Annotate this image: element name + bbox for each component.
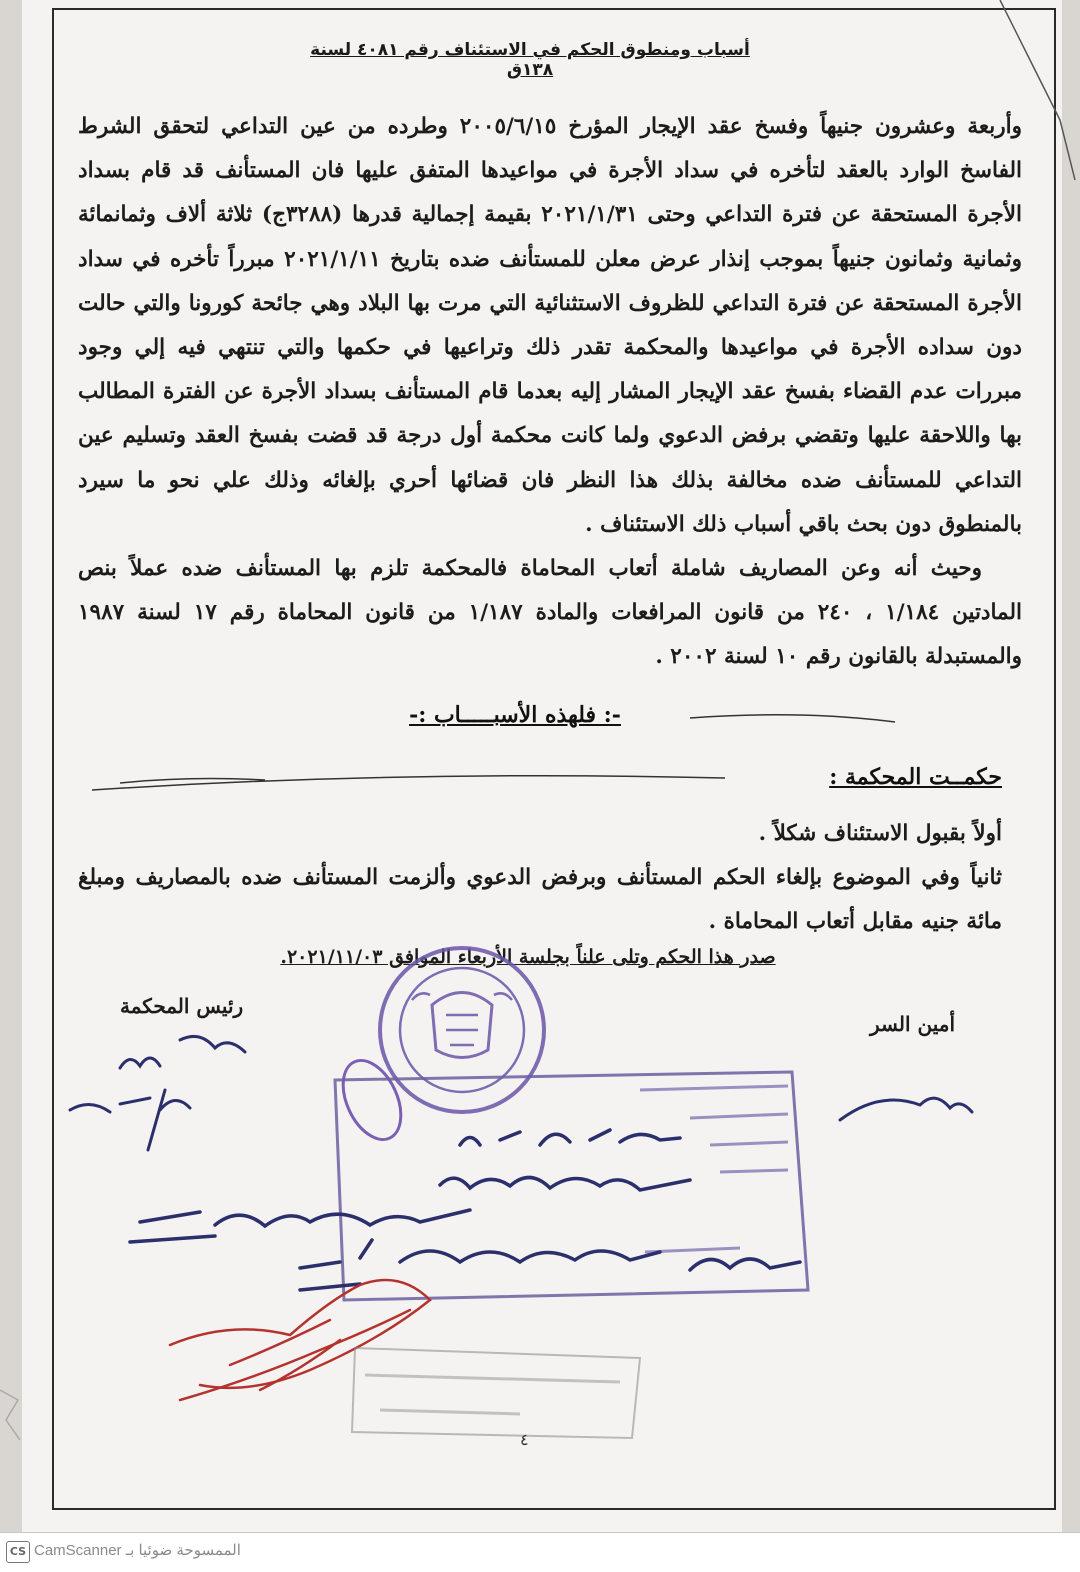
verdict-first: أولاً بقبول الاستئناف شكلاً . bbox=[758, 821, 1002, 846]
secretary-signature bbox=[840, 1098, 972, 1120]
camscanner-logo-icon: CS bbox=[6, 1541, 30, 1563]
paper-fold-line bbox=[1000, 0, 1075, 180]
reasons-heading: -: فلهذه الأسبـــــاب :- bbox=[409, 702, 621, 728]
decorative-underline-left bbox=[92, 776, 725, 790]
copy-stamp bbox=[335, 1072, 808, 1300]
reasoning-paragraph: وأربعة وعشرون جنيهاً وفسخ عقد الإيجار المؤرخ ٢٠٠٥/٦/١٥ وطرده من عين التداعي لتحقق الشرط الفاسخ الوارد بالعقد لتأخره في سداد الأجرة في مواعيدها المتفق عليها فان المستأنف قد قام بسداد الأجرة المستحقة عن فترة التداعي وحتى ٢٠٢١/١/٣١ بقيمة إجمالية قدرها (٣٢٨٨ج) ثلاثة ألاف وثمانمائة وثمانية وثمانون جنيهاً بموجب إنذار عرض معلن للمستأنف ضده بتاريخ ٢٠٢١/١/١١ مبرراً تأخره في سداد الأجرة المستحقة عن فترة التداعي للظروف الاستثنائية التي مرت بها البلاد وهي جائحة كورونا والتي حالت دون سداده الأجرة في مواعيدها والمحكمة تقدر ذلك وتراعيها في حكمها والتي تنتهي فيه إلي وجود مبررات عدم القضاء بفسخ عقد الإيجار المشار إليه بعدما قام المستأنف بسداد الأجرة عن الفترة المطالب بها واللاحقة عليها وتقضي برفض الدعوي ولما كانت محكمة أول درجة قد قضت بفسخ العقد وتسليم عين التداعي للمستأنف ضده مخالفة بذلك هذا النظر فان قضائها أحري بإلغائه وذلك علي نحو ما سيرد بالمنطوق دون بحث باقي أسباب ذلك الاستئناف . bbox=[78, 114, 1022, 537]
court-president-label: رئيس المحكمة bbox=[120, 994, 244, 1018]
handwritten-stamp-entries bbox=[130, 1130, 800, 1290]
faded-stamp bbox=[352, 1348, 640, 1438]
scanner-caption: الممسوحة ضوئيا بـ CamScanner bbox=[34, 1542, 241, 1559]
court-ruled-heading: حكمــت المحكمة : bbox=[829, 764, 1002, 790]
stamp-fragment bbox=[332, 1051, 413, 1148]
edge-mark bbox=[0, 1390, 20, 1440]
official-seal bbox=[380, 948, 544, 1112]
president-signature bbox=[70, 1036, 245, 1150]
secretary-label: أمين السر bbox=[870, 1012, 956, 1036]
decorative-underline-right bbox=[690, 715, 895, 722]
verdict-second: ثانياً وفي الموضوع بإلغاء الحكم المستأنف وبرفض الدعوي وألزمت المستأنف ضده بالمصاريف ومبلغ مائة جنيه مقابل أتعاب المحاماة . bbox=[78, 865, 1002, 934]
scanner-footer bbox=[0, 1532, 1080, 1572]
costs-paragraph: وحيث أنه وعن المصاريف شاملة أتعاب المحاماة فالمحكمة تلزم بها المستأنف ضده عملاً بنص المادتين ١/١٨٤ ، ٢٤٠ من قانون المرافعات والمادة ١/١٨٧ من قانون المحاماة رقم ١٧ لسنة ١٩٨٧ والمستبدلة بالقانون رقم ١٠ لسنة ٢٠٠٢ . bbox=[78, 556, 1023, 670]
issued-line: صدر هذا الحكم وتلى علناً بجلسة الأربعاء الموافق ٢٠٢١/١١/٠٣. bbox=[280, 946, 776, 968]
page-number: ٤ bbox=[520, 1430, 529, 1449]
document-header-title: أسباب ومنطوق الحكم في الاستئناف رقم ٤٠٨١ لسنة ١٣٨ق bbox=[310, 40, 750, 80]
